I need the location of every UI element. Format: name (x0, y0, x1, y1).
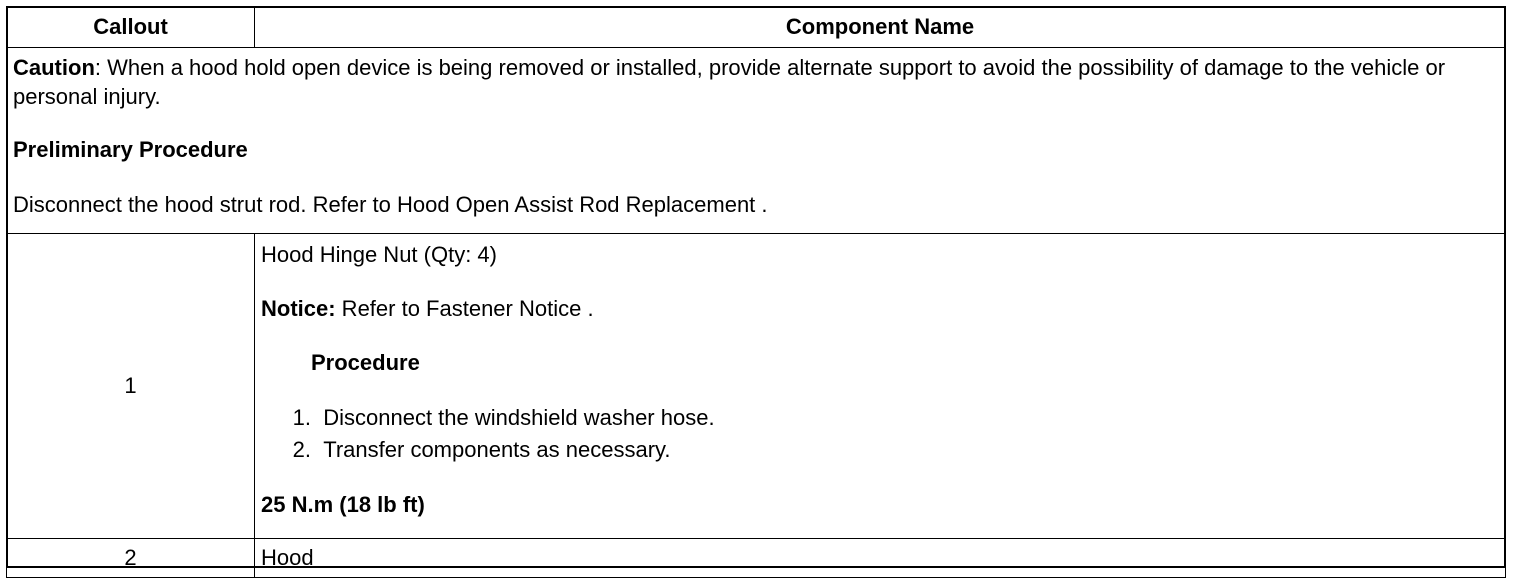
caution-label: Caution (13, 55, 95, 80)
preliminary-procedure-text: Disconnect the hood strut rod. Refer to Hood Open Assist Rod Replacement . (13, 192, 768, 217)
procedure-heading: Procedure (311, 350, 420, 375)
component-name-header: Component Name (255, 7, 1506, 48)
callout-header: Callout (7, 7, 255, 48)
notice-label: Notice: (261, 296, 336, 321)
callout-number: 1 (7, 234, 255, 539)
preliminary-procedure-heading: Preliminary Procedure (13, 137, 248, 162)
component-name: Hood Hinge Nut (Qty: 4) (261, 242, 497, 267)
step-number: 2. (292, 437, 311, 462)
step-text-value: Disconnect the windshield washer hose. (323, 405, 715, 430)
callout-number: 2 (7, 539, 255, 578)
caution-text: : When a hood hold open device is being removed or installed, provide alternate support to avoid the possibility of damage to the vehicle or personal injury. (13, 55, 1446, 109)
step-text-value: Transfer components as necessary. (323, 437, 671, 462)
table-outer-border (6, 6, 1506, 568)
notice-text: Refer to Fastener Notice . (335, 296, 594, 321)
component-name: Hood (255, 539, 1506, 578)
torque-spec: 25 N.m (18 lb ft) (261, 492, 425, 517)
step-number: 1. (292, 405, 311, 430)
